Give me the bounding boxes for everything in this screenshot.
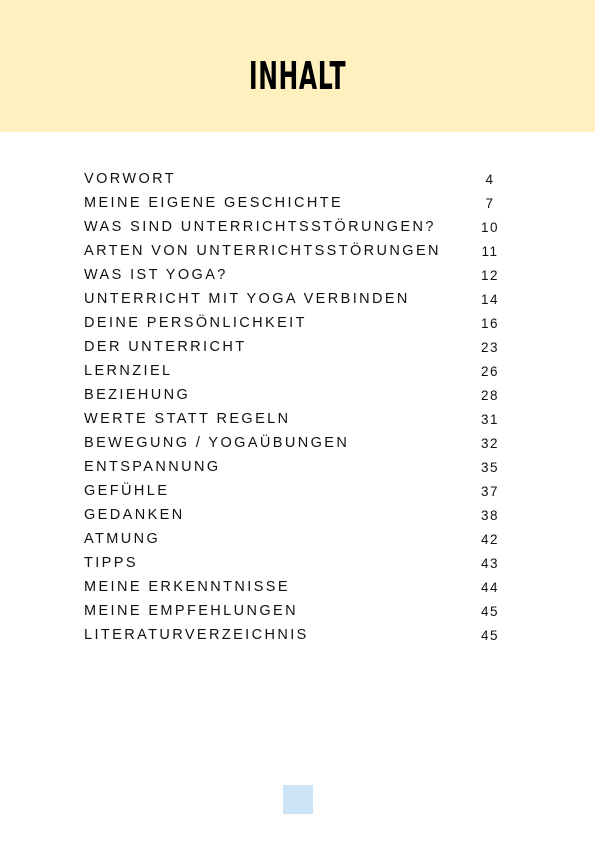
toc-entry-page: 28 [480, 388, 500, 403]
toc-entry [84, 575, 504, 599]
toc-entry [84, 503, 504, 527]
toc-entry-label: DER UNTERRICHT [84, 339, 247, 355]
toc-entry-label: DEINE PERSÖNLICHKEIT [84, 315, 307, 331]
toc-entry-label: MEINE ERKENNTNISSE [84, 579, 290, 595]
toc-entry-label: LERNZIEL [84, 363, 173, 379]
toc-entry-page: 45 [480, 628, 500, 643]
toc-entry-page: 37 [480, 484, 500, 499]
toc-entry [84, 599, 504, 623]
toc-entry-label: ARTEN VON UNTERRICHTSSTÖRUNGEN [84, 243, 441, 259]
toc-entry-label: ENTSPANNUNG [84, 459, 221, 475]
toc-entry [84, 527, 504, 551]
toc-entry-label: TIPPS [84, 555, 138, 571]
toc-entry-label: MEINE EIGENE GESCHICHTE [84, 195, 344, 211]
toc-entry [84, 287, 504, 311]
toc-entry-page: 31 [480, 412, 500, 427]
toc-entry [84, 191, 504, 215]
toc-entry [84, 407, 504, 431]
toc-entry-page: 43 [480, 556, 500, 571]
toc-entry-page: 12 [480, 268, 500, 283]
toc-entry-page: 45 [480, 604, 500, 619]
toc-entry [84, 551, 504, 575]
toc-entry-label: BEWEGUNG / YOGAÜBUNGEN [84, 435, 350, 451]
toc-entry-label: ATMUNG [84, 531, 161, 547]
toc-entry-label: MEINE EMPFEHLUNGEN [84, 603, 298, 619]
toc-entry [84, 311, 504, 335]
toc-entry-page: 35 [480, 460, 500, 475]
toc-entry [84, 623, 504, 647]
toc-entry-page: 26 [480, 364, 500, 379]
toc-entry-label: WAS IST YOGA? [84, 267, 228, 283]
toc-entry [84, 359, 504, 383]
toc-entry-label: GEDANKEN [84, 507, 185, 523]
toc-entry-page: 38 [480, 508, 500, 523]
toc-entry-page: 44 [480, 580, 500, 595]
toc-entry-label: VORWORT [84, 171, 176, 187]
toc-entry [84, 383, 504, 407]
toc-entry [84, 239, 504, 263]
toc-entry-page: 23 [480, 340, 500, 355]
toc-entry-page: 10 [480, 220, 500, 235]
toc-entry-label: WERTE STATT REGELN [84, 411, 291, 427]
toc-entry-label: GEFÜHLE [84, 483, 170, 499]
toc-entry-label: UNTERRICHT MIT YOGA VERBINDEN [84, 291, 410, 307]
table-of-contents [84, 167, 504, 647]
toc-entry-page: 11 [481, 244, 499, 259]
toc-entry-label: WAS SIND UNTERRICHTSSTÖRUNGEN? [84, 219, 436, 235]
toc-entry-page: 7 [485, 196, 495, 211]
header-banner [0, 0, 595, 132]
toc-entry-page: 14 [480, 292, 500, 307]
toc-entry-page: 4 [485, 172, 495, 187]
toc-entry [84, 455, 504, 479]
toc-entry [84, 479, 504, 503]
toc-entry-label: LITERATURVERZEICHNIS [84, 627, 309, 643]
toc-entry [84, 431, 504, 455]
page-title: INHALT [248, 54, 347, 98]
toc-entry [84, 263, 504, 287]
toc-entry-label: BEZIEHUNG [84, 387, 191, 403]
toc-entry [84, 167, 504, 191]
toc-entry [84, 335, 504, 359]
toc-entry-page: 16 [480, 316, 500, 331]
toc-entry [84, 215, 504, 239]
toc-entry-page: 42 [480, 532, 500, 547]
toc-entry-page: 32 [480, 436, 500, 451]
page-marker-square [283, 785, 313, 814]
